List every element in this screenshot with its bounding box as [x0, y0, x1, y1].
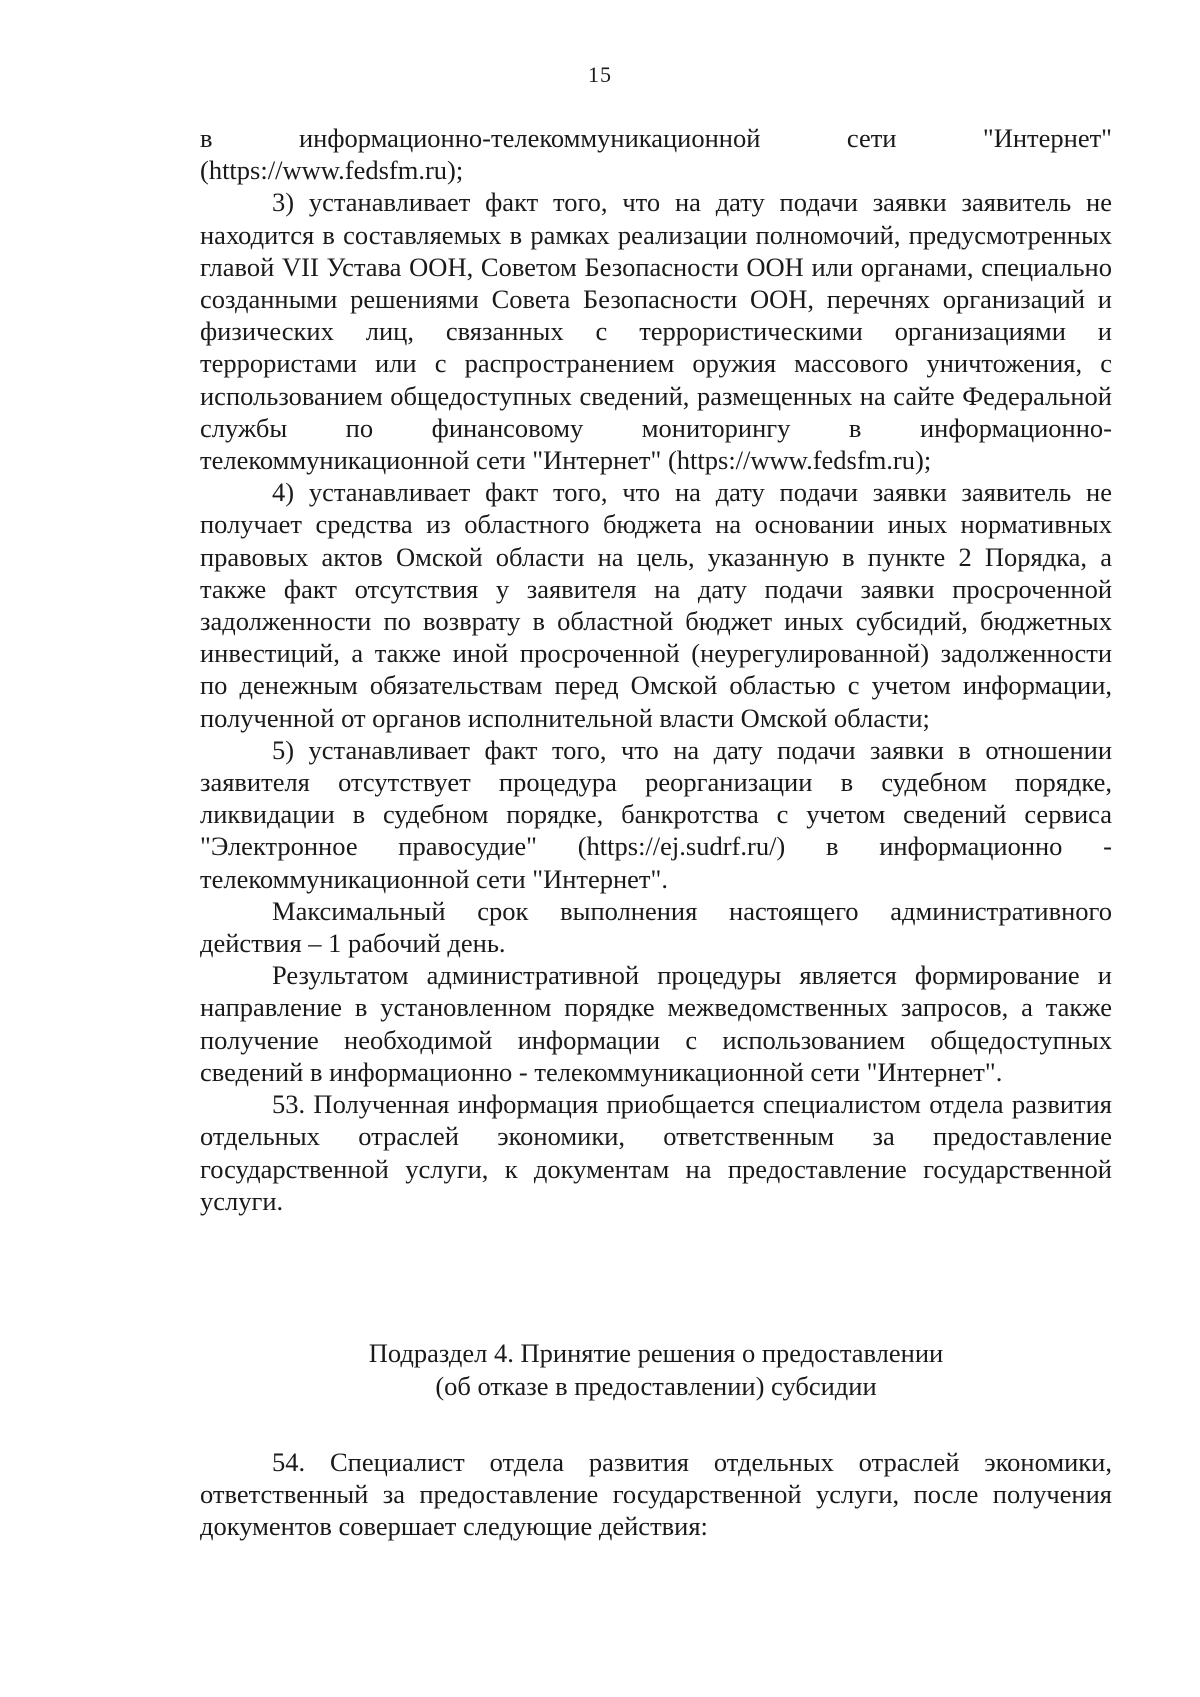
- paragraph-continuation: в информационно-телекоммуникационной сети "Интернет" (https://www.fedsfm.ru);: [200, 123, 1112, 186]
- paragraph-max-term: Максимальный срок выполнения настоящего административного действия – 1 рабочий день.: [200, 895, 1112, 959]
- paragraph-item-5: 5) устанавливает факт того, что на дату подачи заявки в отношении заявителя отсутствует процедура реорганизации в судебном порядке, ликвидации в судебном порядке, банкротства с учетом сведений сервиса "Электронное правосудие" (https://ej.sudrf.ru/) в информационно - телекоммуникационной сети "Интернет".: [200, 734, 1112, 894]
- paragraph-result: Результатом административной процедуры является формирование и направление в установленном порядке межведомственных запросов, а также получение необходимой информации с использованием общедоступных сведений в информационно - телекоммуникационной сети "Интернет".: [200, 960, 1112, 1087]
- subsection-title-line-1: Подраздел 4. Принятие решения о предоставлении: [368, 1338, 944, 1368]
- subsection-title-line-2: (об отказе в предоставлении) субсидии: [435, 1371, 877, 1401]
- paragraph-item-3: 3) устанавливает факт того, что на дату подачи заявки заявитель не находится в составляемых в рамках реализации полномочий, предусмотренных главой VII Устава ООН, Советом Безопасности ООН или органами, специально созданными решениями Совета Безопасности ООН, перечнях организаций и физических лиц, связанных с террористическими организациями и террористами или с распространением оружия массового уничтожения, с использованием общедоступных сведений, размещенных на сайте Федеральной службы по финансовому мониторингу в информационно-телекоммуникационной сети "Интернет" (https://www.fedsfm.ru);: [200, 187, 1112, 476]
- document-body-continued: [200, 1446, 1112, 1543]
- paragraph-53: 53. Полученная информация приобщается специалистом отдела развития отдельных отраслей экономики, ответственным за предоставление государственной услуги, к документам на предоставление государственной услуги.: [200, 1089, 1112, 1216]
- subsection-heading: [200, 1337, 1112, 1403]
- document-body: [200, 122, 1112, 1217]
- paragraph-54: 54. Специалист отдела развития отдельных отраслей экономики, ответственный за предоставление государственной услуги, после получения документов совершает следующие действия:: [200, 1447, 1112, 1542]
- paragraph-item-4: 4) устанавливает факт того, что на дату подачи заявки заявитель не получает средства из областного бюджета на основании иных нормативных правовых актов Омской области на цель, указанную в пункте 2 Порядка, а также факт отсутствия у заявителя на дату подачи заявки просроченной задолженности по возврату в областной бюджет иных субсидий, бюджетных инвестиций, а также иной просроченной (неурегулированной) задолженности по денежным обязательствам перед Омской областью с учетом информации, полученной от органов исполнительной власти Омской области;: [200, 477, 1112, 733]
- page-number: 15: [588, 62, 612, 87]
